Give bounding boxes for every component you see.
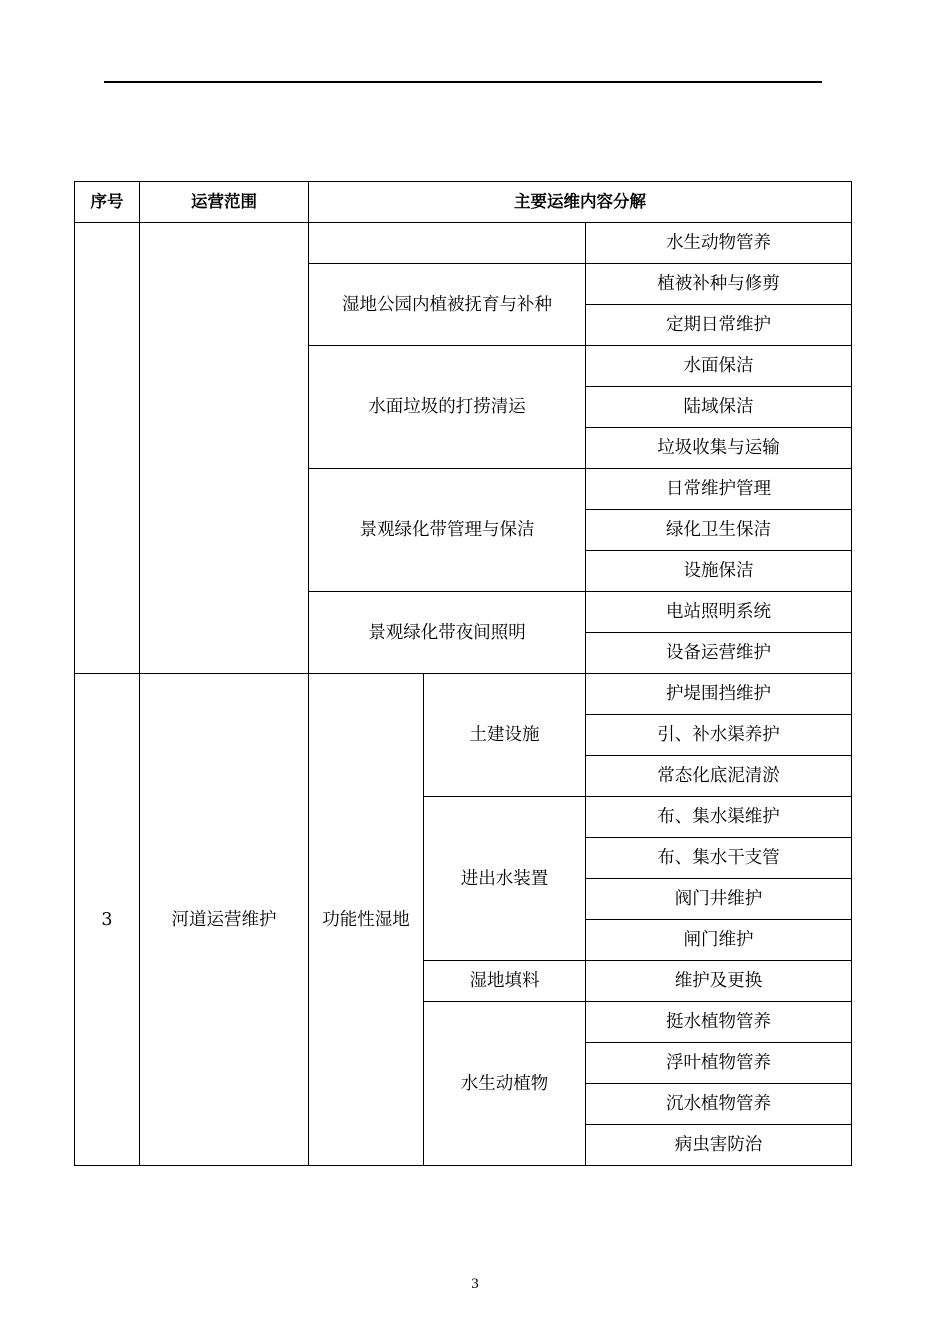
subgroup-label: 进出水装置 (424, 797, 586, 961)
table-cell: 常态化底泥清淤 (586, 756, 852, 797)
empty-no-cell (75, 223, 140, 674)
operations-table (74, 181, 852, 1166)
table-cell: 设施保洁 (586, 551, 852, 592)
table-cell: 沉水植物管养 (586, 1084, 852, 1125)
section-scope: 河道运营维护 (140, 674, 309, 1166)
subgroup-label: 水生动植物 (424, 1002, 586, 1166)
subgroup-label: 湿地填料 (424, 961, 586, 1002)
table-cell: 布、集水干支管 (586, 838, 852, 879)
group-label: 水面垃圾的打捞清运 (309, 346, 586, 469)
table-cell: 引、补水渠养护 (586, 715, 852, 756)
page-number: 3 (471, 1276, 479, 1292)
empty-category-cell (309, 223, 586, 264)
table-cell: 日常维护管理 (586, 469, 852, 510)
table-cell: 垃圾收集与运输 (586, 428, 852, 469)
header-rule (104, 81, 822, 83)
table-cell: 闸门维护 (586, 920, 852, 961)
section-category: 功能性湿地 (309, 674, 424, 1166)
group-label: 湿地公园内植被抚育与补种 (309, 264, 586, 346)
table-cell: 设备运营维护 (586, 633, 852, 674)
table-cell: 挺水植物管养 (586, 1002, 852, 1043)
table-cell: 浮叶植物管养 (586, 1043, 852, 1084)
table-cell: 电站照明系统 (586, 592, 852, 633)
section-number: 3 (75, 674, 140, 1166)
header-content: 主要运维内容分解 (309, 182, 852, 223)
table-cell: 护堤围挡维护 (586, 674, 852, 715)
group-label: 景观绿化带管理与保洁 (309, 469, 586, 592)
group-label: 景观绿化带夜间照明 (309, 592, 586, 674)
empty-scope-cell (140, 223, 309, 674)
table-cell: 维护及更换 (586, 961, 852, 1002)
table-cell: 定期日常维护 (586, 305, 852, 346)
header-no: 序号 (75, 182, 140, 223)
table-cell: 陆域保洁 (586, 387, 852, 428)
table-row (75, 223, 852, 264)
table-cell: 病虫害防治 (586, 1125, 852, 1166)
table-cell: 阀门井维护 (586, 879, 852, 920)
table-row (75, 674, 852, 715)
table-cell: 布、集水渠维护 (586, 797, 852, 838)
subgroup-label: 土建设施 (424, 674, 586, 797)
table-cell: 水面保洁 (586, 346, 852, 387)
table-cell: 水生动物管养 (586, 223, 852, 264)
table-header-row (75, 182, 852, 223)
table-cell: 绿化卫生保洁 (586, 510, 852, 551)
header-scope: 运营范围 (140, 182, 309, 223)
table-cell: 植被补种与修剪 (586, 264, 852, 305)
